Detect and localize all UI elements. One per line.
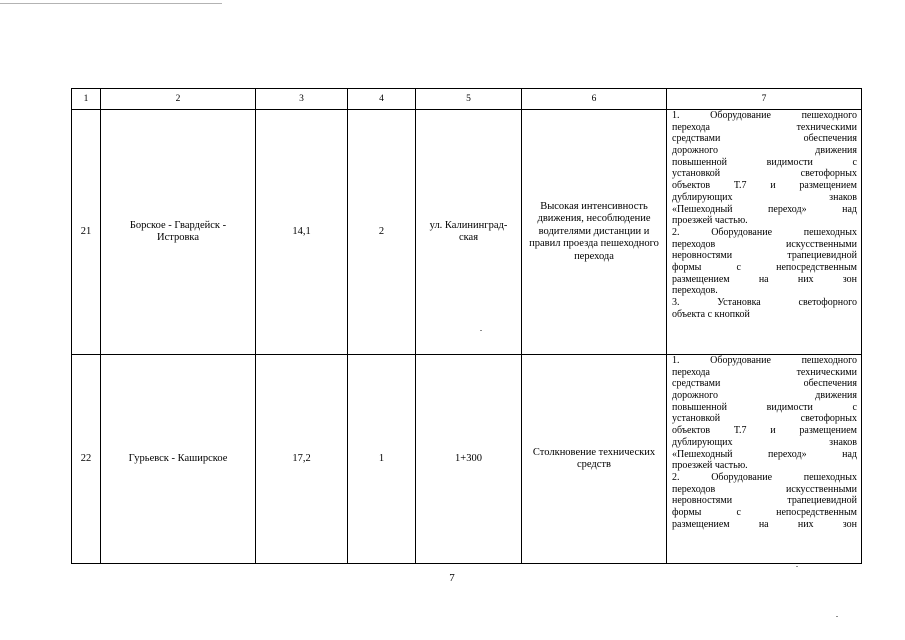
column-header: 7 xyxy=(667,89,862,110)
measure-line: 1. Оборудование пешеходного xyxy=(672,110,857,121)
column-header: 4 xyxy=(348,89,416,110)
column-header: 1 xyxy=(72,89,101,110)
measure-line: 1. Оборудование пешеходного xyxy=(672,355,857,366)
column-header: 6 xyxy=(522,89,667,110)
measure-line: переходов искусственными xyxy=(672,238,857,250)
column-header: 5 xyxy=(416,89,522,110)
measures-clip xyxy=(672,355,857,561)
road-name-cell: Борское - Гвардейск - Истровка xyxy=(101,110,256,355)
measure-line: проезжей частью. xyxy=(672,460,748,472)
measure-line: дублирующих знаков xyxy=(672,191,857,203)
column-header: 3 xyxy=(256,89,348,110)
measures-cell xyxy=(667,355,862,564)
road-name-cell: Гурьевск - Каширское xyxy=(101,355,256,564)
table-row xyxy=(72,110,862,355)
measure-line: объектов Т.7 и размещением xyxy=(672,425,857,437)
page-number: 7 xyxy=(449,572,455,584)
row-number-cell: 21 xyxy=(72,110,101,355)
scan-speck xyxy=(796,566,798,567)
measure-line: перехода техническими xyxy=(672,366,857,378)
location-cell: ул. Калининград-ская xyxy=(416,110,522,355)
measure-line: неровностями трапециевидной xyxy=(672,495,857,507)
reason-cell: Столкновение технических средств xyxy=(522,355,667,564)
measure-line: повышенной видимости с xyxy=(672,401,857,413)
measure-line: переходов искусственными xyxy=(672,483,857,495)
measure-line: дорожного движения xyxy=(672,145,857,157)
measure-line: установкой светофорных xyxy=(672,168,857,180)
measure-line: средствами обеспечения xyxy=(672,133,857,145)
scan-edge-line xyxy=(0,3,222,4)
measures-cell xyxy=(667,110,862,355)
measure-line: объекта с кнопкой xyxy=(672,308,750,320)
row-number-cell: 22 xyxy=(72,355,101,564)
table-row xyxy=(72,355,862,564)
measure-line: повышенной видимости с xyxy=(672,156,857,168)
measure-line: перехода техническими xyxy=(672,121,857,133)
measure-line: 2. Оборудование пешеходных xyxy=(672,226,857,238)
column-header: 2 xyxy=(101,89,256,110)
measure-line: объектов Т.7 и размещением xyxy=(672,180,857,192)
measure-line: дублирующих знаков xyxy=(672,436,857,448)
measure-line: формы с непосредственным xyxy=(672,506,857,518)
measure-line: дорожного движения xyxy=(672,390,857,402)
measure-line: размещением на них зон xyxy=(672,273,857,285)
measure-line: размещением на них зон xyxy=(672,518,857,530)
table-header-row xyxy=(72,89,862,110)
measure-line: 2. Оборудование пешеходных xyxy=(672,471,857,483)
count-cell: 1 xyxy=(348,355,416,564)
measure-line: «Пешеходный переход» над xyxy=(672,203,857,215)
scan-speck xyxy=(836,616,838,617)
kilometer-cell: 17,2 xyxy=(256,355,348,564)
measure-line: установкой светофорных xyxy=(672,413,857,425)
measure-line: средствами обеспечения xyxy=(672,378,857,390)
reason-cell: Высокая интенсивность движения, несоблюдение водителями дистанции и правил проезда пешеходного перехода xyxy=(522,110,667,355)
kilometer-cell: 14,1 xyxy=(256,110,348,355)
measure-line: переходов. xyxy=(672,285,718,297)
count-cell: 2 xyxy=(348,110,416,355)
measure-line: неровностями трапециевидной xyxy=(672,250,857,262)
measure-line: 3. Установка светофорного xyxy=(672,297,857,308)
data-table xyxy=(71,88,862,564)
location-cell: 1+300 xyxy=(416,355,522,564)
measure-line: проезжей частью. xyxy=(672,215,748,227)
measure-line: «Пешеходный переход» над xyxy=(672,448,857,460)
measure-line: формы с непосредственным xyxy=(672,261,857,273)
